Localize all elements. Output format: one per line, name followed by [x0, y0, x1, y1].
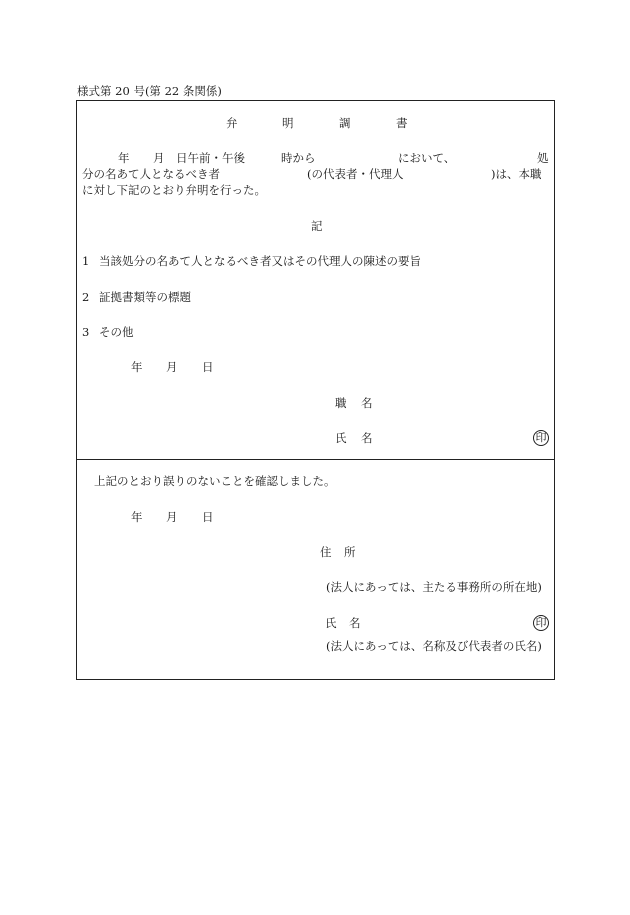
- confirmation-text: 上記のとおり誤りのないことを確認しました。: [94, 474, 336, 488]
- intro-disposition-char: 処: [537, 151, 549, 165]
- address-note: (法人にあっては、主たる事務所の所在地): [326, 580, 542, 594]
- title-char-1: 弁: [226, 116, 238, 130]
- signer-seal-icon: 印: [533, 615, 549, 631]
- title-char-3: 調: [339, 116, 351, 130]
- item-number: 3: [82, 325, 90, 339]
- intro-representative: (の代表者・代理人: [307, 167, 404, 181]
- signer-name-label-1: 氏: [325, 616, 337, 630]
- intro-hour-from: 時から: [281, 151, 316, 165]
- address-label-2: 所: [344, 545, 356, 559]
- record-date-month: 月: [166, 360, 178, 374]
- intro-month: 月: [153, 151, 165, 165]
- official-title-label-1: 職: [335, 396, 347, 410]
- confirmation-date-month: 月: [166, 510, 178, 524]
- confirmation-date-year: 年: [131, 510, 143, 524]
- intro-year: 年: [118, 151, 130, 165]
- intro-at-place: において、: [398, 151, 456, 165]
- item-text: 当該処分の名あて人となるべき者又はその代理人の陳述の要旨: [99, 254, 421, 268]
- intro-addressee: 分の名あて人となるべき者: [82, 167, 220, 181]
- ki-heading: 記: [311, 219, 323, 233]
- name-note: (法人にあっては、名称及び代表者の氏名): [326, 639, 542, 653]
- official-name-label-2: 名: [361, 431, 373, 445]
- address-label-1: 住: [320, 545, 332, 559]
- intro-line2-end: )は、本職: [491, 167, 542, 181]
- item-number: 2: [82, 290, 90, 304]
- official-name-label-1: 氏: [335, 431, 347, 445]
- section-divider: [76, 459, 555, 460]
- record-date-year: 年: [131, 360, 143, 374]
- item-number: 1: [82, 254, 90, 268]
- intro-line3: に対し下記のとおり弁明を行った。: [82, 183, 266, 197]
- item-text: その他: [99, 325, 134, 339]
- intro-day-ampm: 日午前・午後: [176, 151, 245, 165]
- title-char-2: 明: [282, 116, 294, 130]
- item-text: 証拠書類等の標題: [99, 290, 191, 304]
- official-title-label-2: 名: [361, 396, 373, 410]
- title-char-4: 書: [396, 116, 408, 130]
- record-date-day: 日: [202, 360, 214, 374]
- signer-name-label-2: 名: [349, 616, 361, 630]
- form-number: 様式第 20 号(第 22 条関係): [77, 84, 222, 98]
- confirmation-date-day: 日: [202, 510, 214, 524]
- official-seal-icon: 印: [533, 430, 549, 446]
